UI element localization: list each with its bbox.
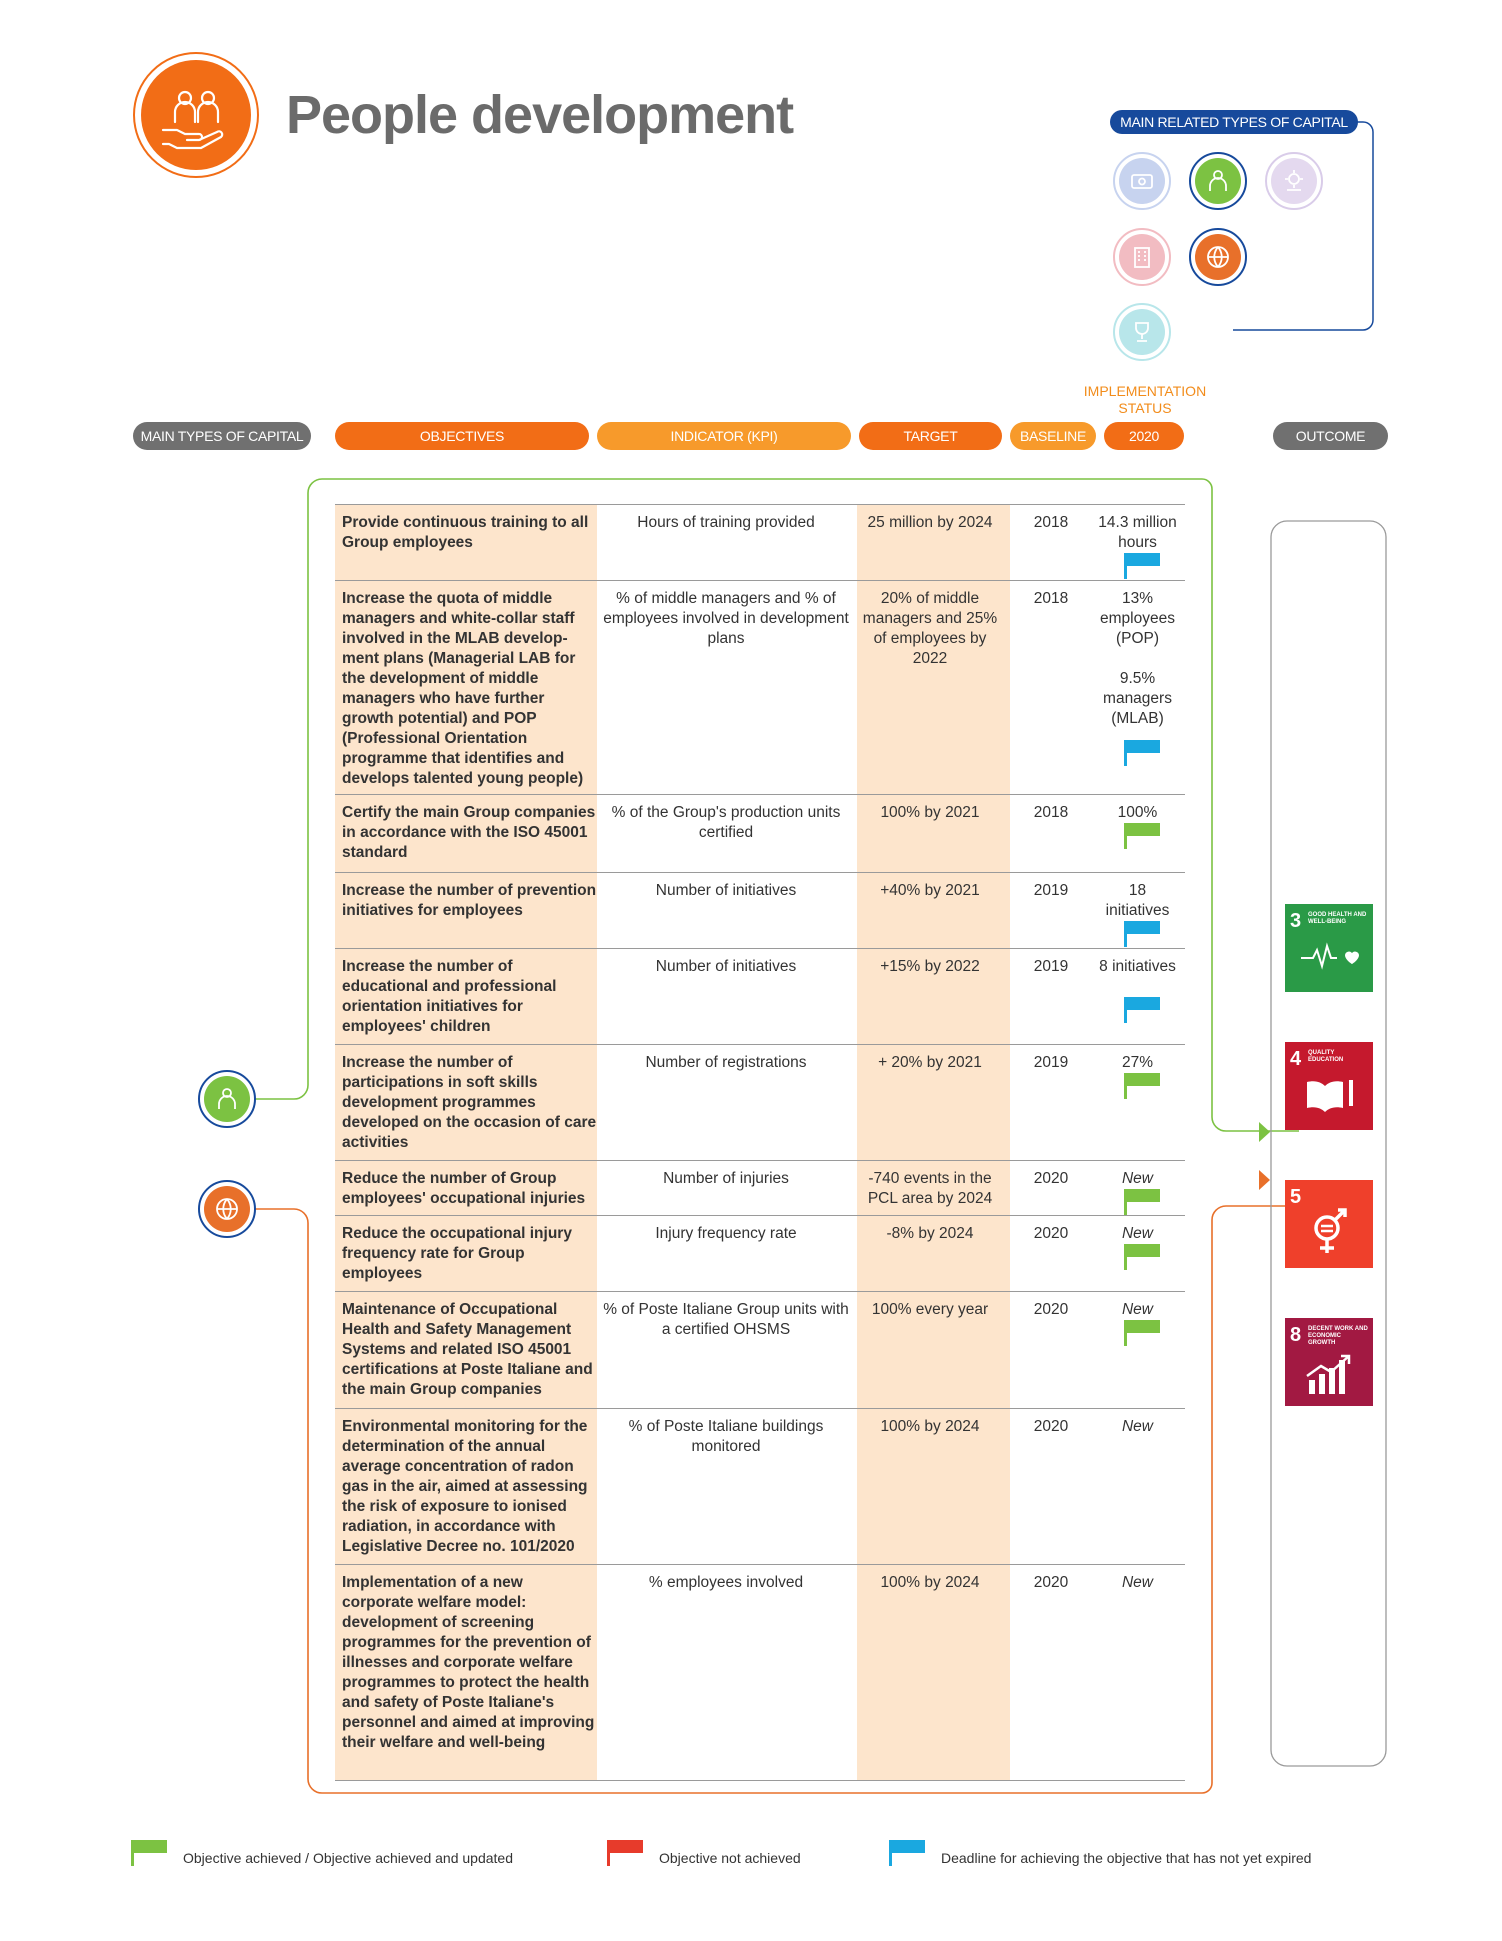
target-cell: 100% by 2024 — [880, 1574, 980, 1591]
target-cell: 25 million by 2024 — [867, 514, 993, 531]
baseline-cell: 2018 — [1033, 514, 1069, 531]
legend-achieved: Objective achieved / Objective achieved and updated — [183, 1850, 513, 1866]
green-flag-icon — [1124, 1073, 1160, 1099]
status-cell: New — [1121, 1301, 1153, 1318]
target-cell: -8% by 2024 — [886, 1225, 974, 1242]
objective-cell: Certify the main Group companies in accordance with the ISO 45001 standard — [342, 804, 596, 861]
table-row — [335, 1408, 1185, 1555]
status-cell: 8 initiatives — [1099, 958, 1176, 975]
objective-cell: Increase the quota of middle managers and white-collar staff involved in the MLAB develop-ment plans (Managerial LAB for the development of middle managers who have further growth potential) and POP (Professional Orientation programme that identifies and develops talented young people) — [342, 590, 584, 787]
status-cell: 13% employees (POP) — [1100, 590, 1175, 647]
baseline-cell: 2020 — [1033, 1170, 1069, 1187]
blue-flag-icon — [1124, 921, 1160, 947]
status-cell: 27% — [1121, 1054, 1154, 1071]
indicator-cell: Number of registrations — [645, 1054, 807, 1071]
indicator-cell: % employees involved — [648, 1574, 804, 1591]
objective-cell: Provide continuous training to all Group employees — [342, 514, 589, 551]
table-row — [335, 1160, 1185, 1207]
target-cell: -740 events in the PCL area by 2024 — [867, 1170, 993, 1207]
baseline-cell: 2018 — [1033, 590, 1069, 607]
indicator-cell: Injury frequency rate — [655, 1225, 797, 1242]
objective-cell: Maintenance of Occupational Health and Safety Management Systems and related ISO 45001 certifications at Poste Italiane and the main Group companies — [342, 1301, 593, 1398]
baseline-cell: 2019 — [1033, 958, 1069, 975]
baseline-header: BASELINE — [1010, 422, 1096, 450]
indicator-cell: % of Poste Italiane Group units with a certified OHSMS — [603, 1301, 849, 1338]
status-cell: 18 initiatives — [1105, 882, 1170, 919]
table-bottom-rule — [335, 1780, 1185, 1781]
table-row — [335, 580, 1185, 787]
target-cell: +40% by 2021 — [880, 882, 980, 899]
indicator-cell: Number of initiatives — [655, 882, 797, 899]
status-cell: New — [1121, 1574, 1153, 1591]
objective-cell: Environmental monitoring for the determination of the annual average concentration of radon gas in the air, aimed at assessing the risk of exposure to ionised radiation, in accordance with Legislative Decree no. 101/2020 — [342, 1418, 588, 1555]
blue-flag-icon — [1124, 740, 1160, 766]
main-types-header: MAIN TYPES OF CAPITAL — [133, 422, 311, 450]
table-row — [335, 1044, 1185, 1151]
objective-cell: Implementation of a new corporate welfare model: development of screening programmes for the prevention of illnesses and corporate welfare programmes to protect the health and safety of Poste Italiane's personnel and aimed at improving their welfare and well-being — [342, 1574, 595, 1751]
blue-flag-icon — [1124, 553, 1160, 579]
baseline-cell: 2020 — [1033, 1418, 1069, 1435]
table-row — [335, 1564, 1185, 1751]
objective-cell: Reduce the occupational injury frequency rate for Group employees — [342, 1225, 572, 1282]
baseline-cell: 2020 — [1033, 1301, 1069, 1318]
sdg-3-good-health: 3 GOOD HEALTH AND WELL-BEING — [1285, 904, 1373, 992]
objective-cell: Increase the number of educational and professional orientation initiatives for employees' children — [342, 958, 557, 1035]
green-flag-icon — [1124, 1189, 1160, 1215]
table-row — [335, 872, 1185, 919]
status-cell: New — [1121, 1418, 1153, 1435]
status-cell: New — [1121, 1170, 1153, 1187]
objective-cell: Reduce the number of Group employees' occupational injuries — [342, 1170, 586, 1207]
target-cell: +15% by 2022 — [880, 958, 980, 975]
green-flag-icon — [1124, 1244, 1160, 1270]
gender-equality-icon — [1309, 1208, 1349, 1258]
objective-cell: Increase the number of prevention initiatives for employees — [342, 882, 597, 919]
indicator-cell: % of the Group's production units certified — [611, 804, 841, 841]
status-cell-secondary: 9.5% managers (MLAB) — [1103, 670, 1172, 727]
status-cell: 100% — [1117, 804, 1158, 821]
target-cell: 100% by 2024 — [880, 1418, 980, 1435]
page-title: People development — [286, 85, 794, 145]
objectives-header: OBJECTIVES — [335, 422, 589, 450]
heartbeat-icon — [1299, 942, 1359, 972]
target-cell: 100% by 2021 — [880, 804, 980, 821]
book-icon — [1303, 1076, 1359, 1116]
baseline-cell: 2019 — [1033, 882, 1069, 899]
status-cell: 14.3 million hours — [1098, 514, 1177, 551]
outcome-header: OUTCOME — [1273, 422, 1388, 450]
table-row — [335, 794, 1185, 861]
status-cell: New — [1121, 1225, 1153, 1242]
growth-chart-icon — [1305, 1350, 1355, 1396]
table-row — [335, 504, 1185, 551]
legend-red-flag-icon — [607, 1840, 643, 1866]
baseline-cell: 2018 — [1033, 804, 1069, 821]
legend-not-expired: Deadline for achieving the objective that has not yet expired — [941, 1850, 1312, 1866]
indicator-cell: % of middle managers and % of employees involved in development plans — [603, 590, 849, 647]
baseline-cell: 2019 — [1033, 1054, 1069, 1071]
target-header: TARGET — [859, 422, 1002, 450]
objective-cell: Increase the number of participations in soft skills development programmes developed on the occasion of care activities — [342, 1054, 597, 1151]
table-row — [335, 948, 1185, 1035]
sdg-4-quality-education: 4 QUALITY EDUCATION — [1285, 1042, 1373, 1130]
indicator-cell: % of Poste Italiane buildings monitored — [628, 1418, 824, 1455]
legend-green-flag-icon — [131, 1840, 167, 1866]
legend-blue-flag-icon — [889, 1840, 925, 1866]
baseline-cell: 2020 — [1033, 1225, 1069, 1242]
year-header: 2020 — [1104, 422, 1184, 450]
target-cell: 100% every year — [871, 1301, 989, 1318]
blue-flag-icon — [1124, 997, 1160, 1023]
indicator-cell: Hours of training provided — [637, 514, 815, 531]
indicator-cell: Number of injuries — [663, 1170, 789, 1187]
green-flag-icon — [1124, 823, 1160, 849]
legend-not-achieved: Objective not achieved — [659, 1850, 801, 1866]
table-row — [335, 1215, 1185, 1282]
target-cell: + 20% by 2021 — [878, 1054, 982, 1071]
table-row — [335, 1291, 1185, 1398]
baseline-cell: 2020 — [1033, 1574, 1069, 1591]
green-flag-icon — [1124, 1320, 1160, 1346]
implementation-status-label: IMPLEMENTATION STATUS — [1083, 383, 1207, 416]
target-cell: 20% of middle managers and 25% of employees by 2022 — [862, 590, 998, 667]
indicator-cell: Number of initiatives — [655, 958, 797, 975]
sdg-8-decent-work: 8 DECENT WORK AND ECONOMIC GROWTH — [1285, 1318, 1373, 1406]
main-related-capital-label: MAIN RELATED TYPES OF CAPITAL — [1110, 110, 1358, 134]
sdg-5-gender-equality: 5 — [1285, 1180, 1373, 1268]
indicator-header: INDICATOR (KPI) — [597, 422, 851, 450]
